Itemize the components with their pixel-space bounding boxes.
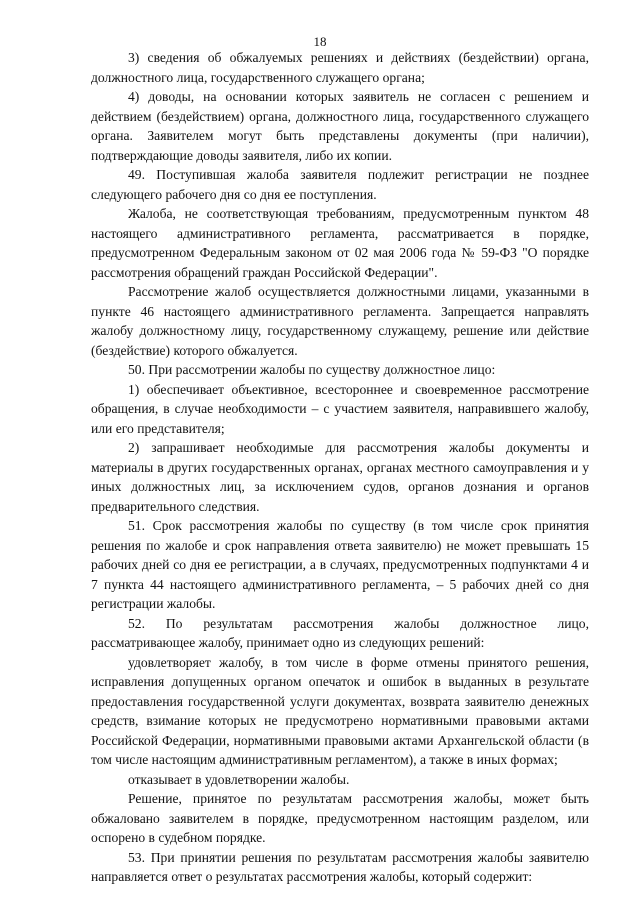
document-body <box>91 48 589 887</box>
paragraph-review-officials: Рассмотрение жалоб осуществляется должностными лицами, указанными в пункте 46 настоящего административного регламента. Запрещается направлять жалобу должностному лицу, государственному служащему, решение или действие (бездействие) которого обжалуется. <box>91 284 589 358</box>
paragraph-52-decisions: 52. По результатам рассмотрения жалобы должностное лицо, рассматривающее жалобу, принимает одно из следующих решений: <box>91 615 589 650</box>
paragraph-51-deadline: 51. Срок рассмотрения жалобы по существу (в том числе срок принятия решения по жалобе и срок направления ответа заявителю) не может превышать 15 рабочих дней со дня ее регистрации, а в случаях, предусмотренных подпунктами 4 и 7 пункта 44 настоящего административного регламента, – 5 рабочих дней со дня регистрации жалобы. <box>91 518 589 611</box>
paragraph-50-2: 2) запрашивает необходимые для рассмотрения жалобы документы и материалы в других государственных органах, органах местного самоуправления и у иных должностных лиц, за исключением судов, органов дознания и органов предварительного следствия. <box>91 440 589 514</box>
page-number: 18 <box>313 34 327 49</box>
paragraph-49-registration: 49. Поступившая жалоба заявителя подлежит регистрации не позднее следующего рабочего дня со дня ее поступления. <box>91 167 589 202</box>
paragraph-53-response: 53. При принятии решения по результатам рассмотрения жалобы заявителю направляется ответ о результатах рассмотрения жалобы, который содержит: <box>91 849 589 884</box>
paragraph-3-subject: 3) сведения об обжалуемых решениях и действиях (бездействии) органа, должностного лица, государственного служащего органа; <box>91 50 589 85</box>
paragraph-50-review: 50. При рассмотрении жалобы по существу должностное лицо: <box>128 362 496 377</box>
paragraph-nonconforming-complaint: Жалоба, не соответствующая требованиям, предусмотренным пунктом 48 настоящего административного регламента, рассматривается в порядке, предусмотренном Федеральным законом от 02 мая 2006 года № 59-ФЗ "О порядке рассмотрения обращений граждан Российской Федерации". <box>91 206 589 280</box>
paragraph-52-reject: отказывает в удовлетворении жалобы. <box>128 771 350 787</box>
paragraph-appeal: Решение, принятое по результатам рассмотрения жалобы, может быть обжаловано заявителем в порядке, предусмотренном настоящим разделом, или оспорено в судебном порядке. <box>91 791 589 845</box>
paragraph-50-1: 1) обеспечивает объективное, всестороннее и своевременное рассмотрение обращения, в случае необходимости – с участием заявителя, направившего жалобу, или его представителя; <box>91 381 589 436</box>
paragraph-4-arguments: 4) доводы, на основании которых заявитель не согласен с решением и действием (бездействием) органа, должностного лица, государственного служащего органа. Заявителем могут быть представлены документы (при наличии), подтверждающие доводы заявителя, либо их копии. <box>91 89 589 163</box>
paragraph-52-satisfy: удовлетворяет жалобу, в том числе в форме отмены принятого решения, исправления допущенных органом опечаток и ошибок в выданных в результате предоставления государственной услуги документах, возврата заявителю денежных средств, взимание которых не предусмотрено нормативными правовыми актами Российской Федерации, нормативными правовыми актами Архангельской области (в том числе настоящим административным регламентом), а также в иных формах; <box>91 654 589 767</box>
